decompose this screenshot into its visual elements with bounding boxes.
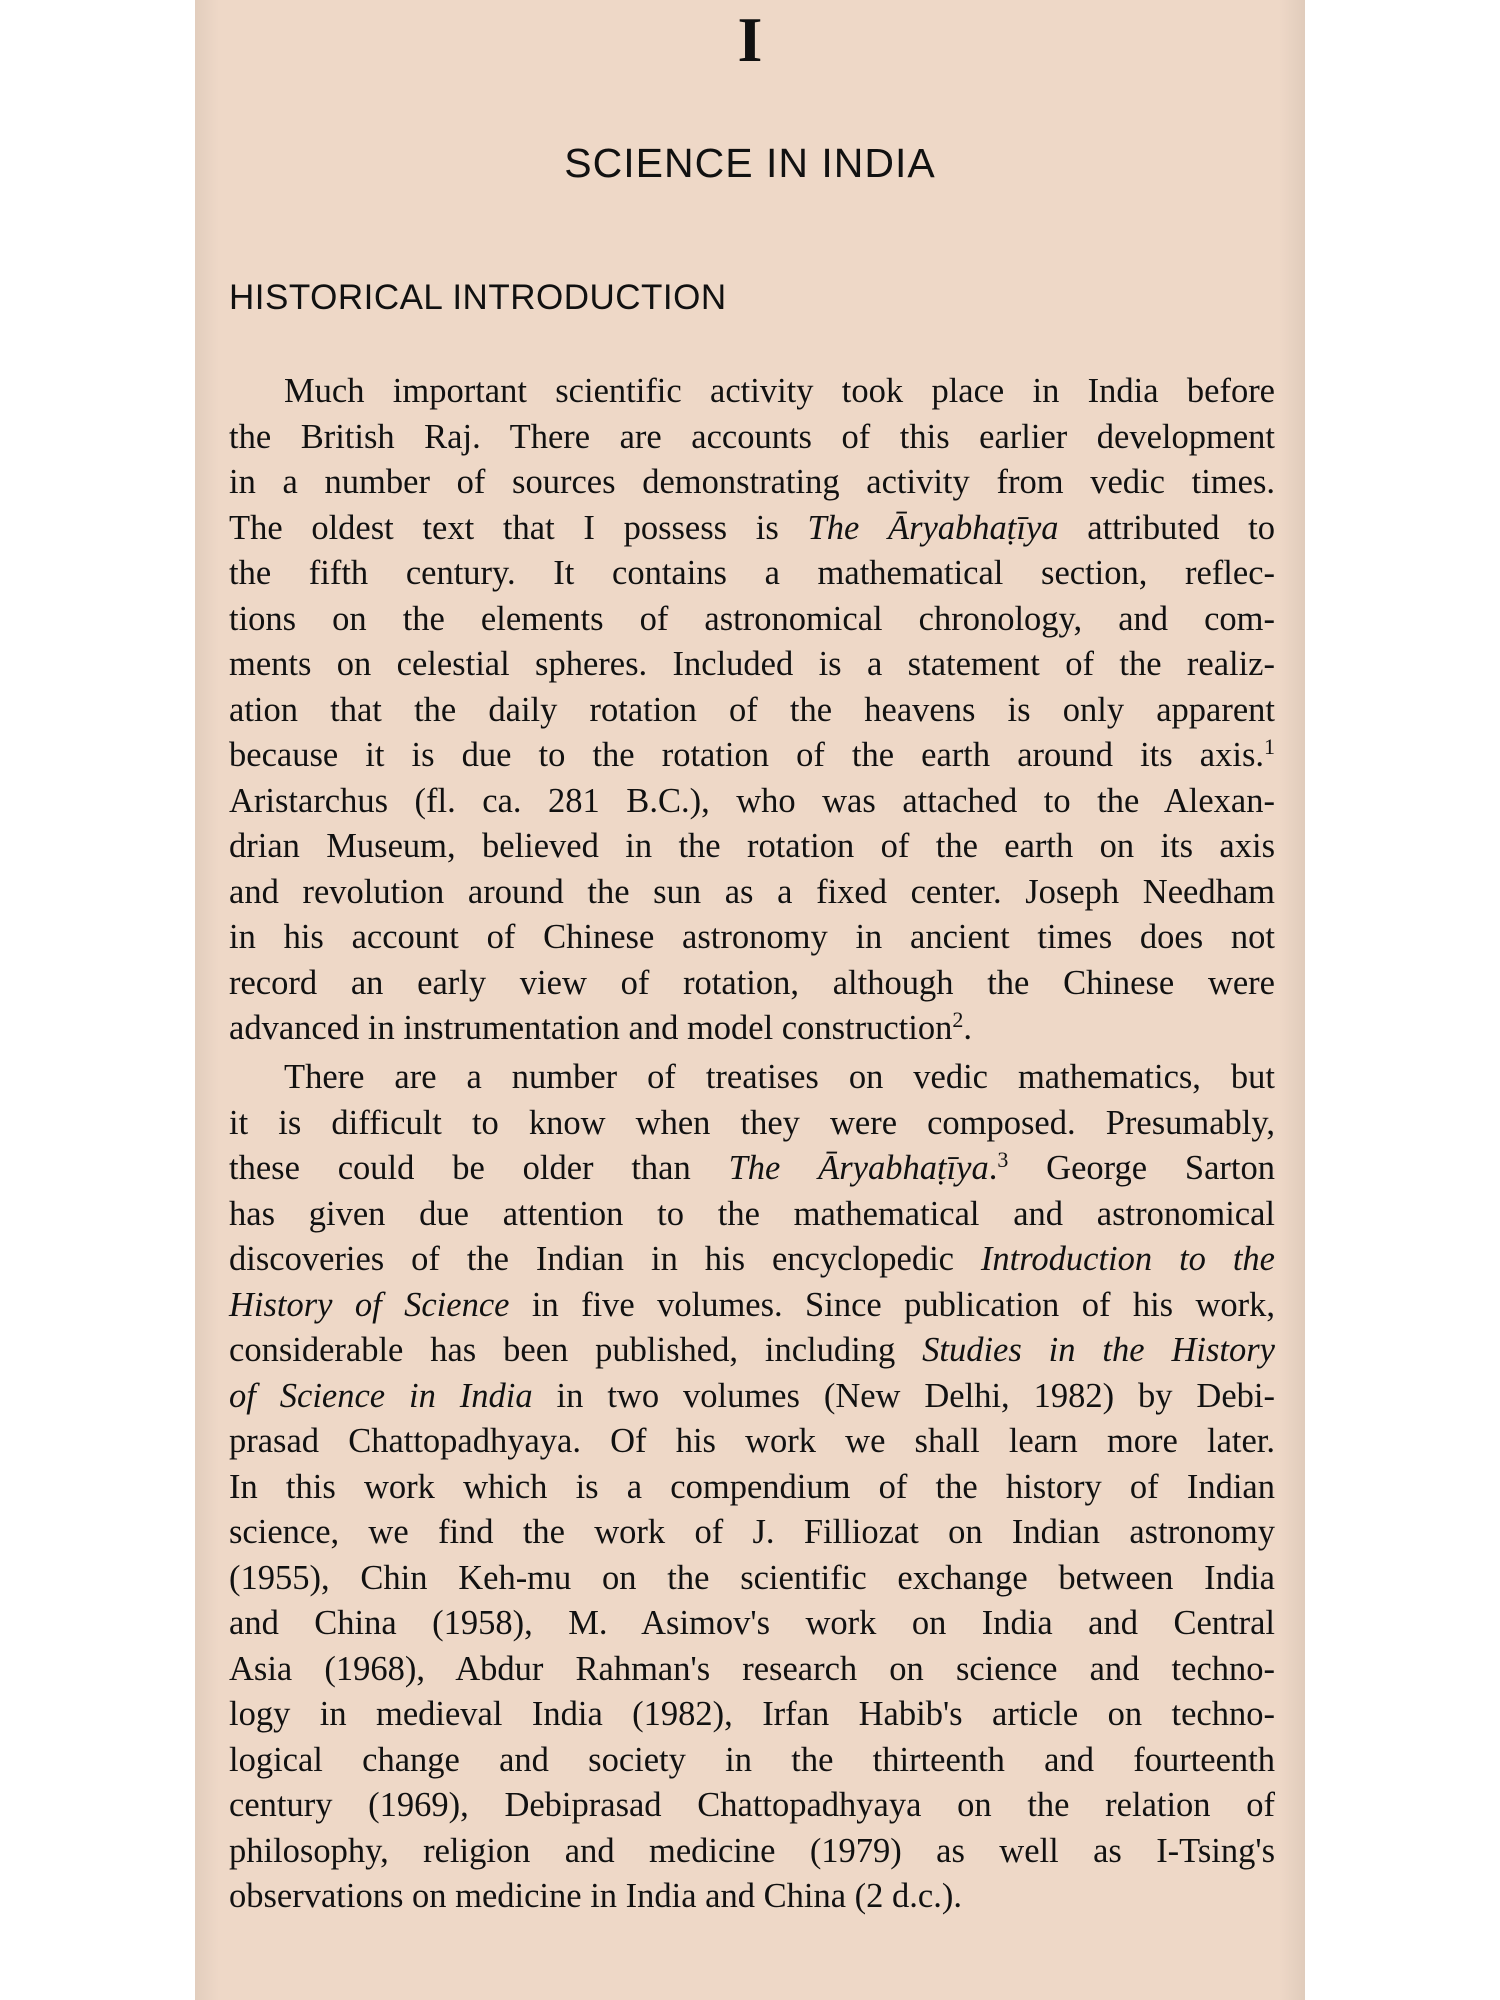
italic-title: Introduction to the bbox=[980, 1240, 1275, 1278]
text-line: in his account of Chinese astronomy in ancient times does not bbox=[229, 918, 1275, 956]
text-line: logical change and society in the thirteenth and fourteenth bbox=[229, 1740, 1275, 1779]
chapter-number: I bbox=[737, 4, 763, 75]
italic-title: History of Science bbox=[229, 1285, 510, 1324]
text-line: ments on celestial spheres. Included is a statement of the realiz- bbox=[229, 645, 1275, 683]
text-line: discoveries of the Indian in his encyclopedic Introduction to the bbox=[229, 1240, 1275, 1278]
text-line: the British Raj. There are accounts of this earlier development bbox=[229, 417, 1275, 456]
text-line: prasad Chattopadhyaya. Of his work we shall learn more later. bbox=[229, 1422, 1275, 1460]
text-line: considerable has been published, including Studies in the History bbox=[229, 1331, 1275, 1369]
paragraph-1 bbox=[229, 369, 1275, 1052]
book-page bbox=[195, 0, 1305, 2000]
text-line: drian Museum, believed in the rotation of the earth on its axis bbox=[229, 827, 1275, 865]
italic-title: The Āryabhaṭīya bbox=[728, 1149, 989, 1187]
text-line: record an early view of rotation, although the Chinese were bbox=[229, 963, 1275, 1002]
text-line: it is difficult to know when they were composed. Presumably, bbox=[229, 1103, 1275, 1142]
section-heading: HISTORICAL INTRODUCTION bbox=[229, 278, 727, 317]
text-line: advanced in instrumentation and model construction$^2$. bbox=[229, 1007, 972, 1047]
text-line: logy in medieval India (1982), Irfan Habib's article on techno- bbox=[229, 1695, 1275, 1733]
text-line: in a number of sources demonstrating activity from vedic times. bbox=[229, 463, 1275, 501]
footnote-ref: 2 bbox=[952, 1007, 964, 1032]
footnote-ref: 1 bbox=[1264, 734, 1275, 759]
italic-title: The Āryabhaṭīya bbox=[807, 508, 1059, 547]
text-line: of Science in India in two volumes (New Delhi, 1982) by Debi- bbox=[229, 1376, 1275, 1415]
text-line: tions on the elements of astronomical chronology, and com- bbox=[229, 599, 1275, 638]
italic-title: of Science in India bbox=[229, 1376, 533, 1415]
paragraph-2 bbox=[229, 1055, 1275, 1920]
text-line: and China (1958), M. Asimov's work on India and Central bbox=[229, 1604, 1275, 1642]
text-line: Much important scientific activity took place in India before bbox=[284, 372, 1275, 410]
text-line: There are a number of treatises on vedic mathematics, but bbox=[284, 1058, 1275, 1096]
footnote-ref: 3 bbox=[997, 1147, 1009, 1172]
text-line: Aristarchus (fl. ca. 281 B.C.), who was attached to the Alexan- bbox=[229, 781, 1275, 820]
chapter-title: SCIENCE IN INDIA bbox=[564, 140, 936, 186]
text-line: has given due attention to the mathematical and astronomical bbox=[229, 1194, 1275, 1233]
text-line: philosophy, religion and medicine (1979) as well as I-Tsing's bbox=[229, 1831, 1275, 1870]
text-line: these could be older than The Āryabhaṭīya.$^3$ George Sarton bbox=[229, 1147, 1275, 1187]
text-line: century (1969), Debiprasad Chattopadhyaya on the relation of bbox=[229, 1786, 1275, 1824]
text-line: observations on medicine in India and China (2 d.c.). bbox=[229, 1877, 962, 1915]
text-line: Asia (1968), Abdur Rahman's research on science and techno- bbox=[229, 1649, 1275, 1688]
text-line: (1955), Chin Keh-mu on the scientific exchange between India bbox=[229, 1558, 1275, 1597]
text-line: History of Science in five volumes. Since publication of his work, bbox=[229, 1285, 1276, 1324]
text-line: science, we find the work of J. Filliozat on Indian astronomy bbox=[229, 1513, 1275, 1551]
text-line: because it is due to the rotation of the earth around its axis.$^1$ bbox=[229, 734, 1275, 774]
text-line: The oldest text that I possess is The Āryabhaṭīya attributed to bbox=[229, 508, 1276, 547]
text-line: the fifth century. It contains a mathematical section, reflec- bbox=[229, 554, 1275, 592]
text-line: In this work which is a compendium of the history of Indian bbox=[229, 1467, 1275, 1506]
text-line: and revolution around the sun as a fixed center. Joseph Needham bbox=[229, 872, 1275, 911]
text-line: ation that the daily rotation of the heavens is only apparent bbox=[229, 690, 1275, 729]
italic-title: Studies in the History bbox=[922, 1331, 1275, 1369]
